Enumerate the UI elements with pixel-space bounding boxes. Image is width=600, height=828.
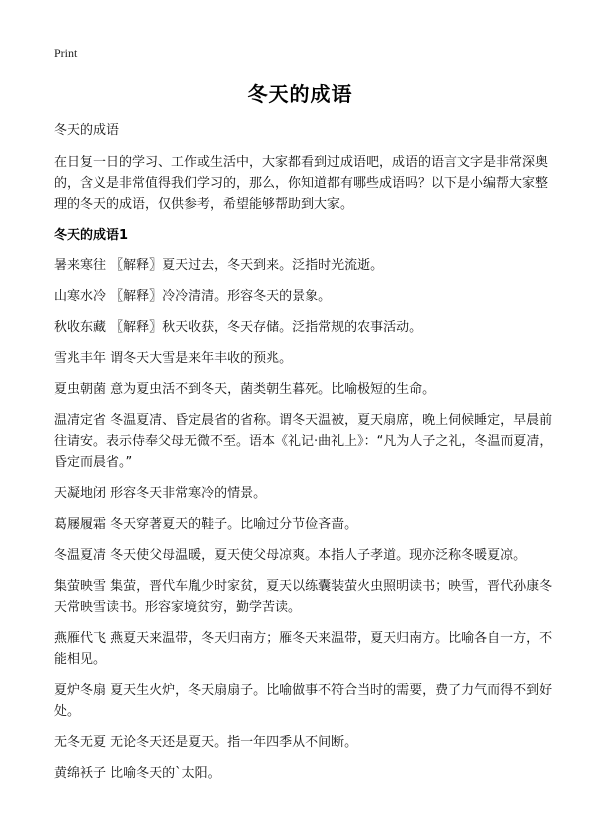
page-title: 冬天的成语 [247,82,353,106]
print-link[interactable]: Print [54,46,78,60]
idiom-item: 冬温夏凊 冬天使父母温暖，夏天使父母凉爽。本指人子孝道。现亦泛称冬暖夏凉。 [54,548,527,563]
idiom-item: 燕雁代飞 燕夏天来温带，冬天归南方；雁冬天来温带，夏天归南方。比喻各自一方，不能相见。 [54,631,553,667]
article-subtitle: 冬天的成语 [54,123,120,138]
idiom-item: 葛屦履霜 冬天穿著夏天的鞋子。比喻过分节俭吝啬。 [54,517,358,532]
article-body [54,120,554,794]
idiom-item: 天凝地闭 形容冬天非常寒冷的情景。 [54,486,267,501]
idiom-item: 雪兆丰年 谓冬天大雪是来年丰收的预兆。 [54,351,293,366]
idiom-item: 黄绵袄子 比喻冬天的`太阳。 [54,766,221,781]
section-heading: 冬天的成语1 [54,228,129,243]
idiom-item: 夏虫朝菌 意为夏虫活不到冬天，菌类朝生暮死。比喻极短的生命。 [54,382,436,397]
idiom-item: 暑来寒往 〖解释〗夏天过去，冬天到来。泛指时光流逝。 [54,258,384,273]
idiom-item: 夏炉冬扇 夏天生火炉，冬天扇扇子。比喻做事不符合当时的需要，费了力气而得不到好处。 [54,683,553,719]
idiom-item: 山寒水冷 〖解释〗冷冷清清。形容冬天的景象。 [54,289,332,304]
intro-paragraph: 在日复一日的学习、工作或生活中，大家都看到过成语吧，成语的语言文字是非常深奥的，含义是非常值得我们学习的，那么，你知道都有哪些成语吗？以下是小编帮大家整理的冬天的成语，仅供参考，希望能够帮助到大家。 [54,155,549,212]
idiom-item: 集萤映雪 集萤，晋代车胤少时家贫，夏天以练囊装萤火虫照明读书；映雪，晋代孙康冬天常映雪读书。形容家境贫穷，勤学苦读。 [54,579,553,615]
idiom-item: 温凊定省 冬温夏凊、昏定晨省的省称。谓冬天温被，夏天扇席，晚上伺候睡定，早晨前往请安。表示侍奉父母无微不至。语本《礼记·曲礼上》：“凡为人子之礼，冬温而夏凊，昏定而晨省。” [54,413,553,470]
idiom-item: 无冬无夏 无论冬天还是夏天。指一年四季从不间断。 [54,735,358,750]
idiom-item: 秋收东藏 〖解释〗秋天收获，冬天存储。泛指常规的农事活动。 [54,320,423,335]
